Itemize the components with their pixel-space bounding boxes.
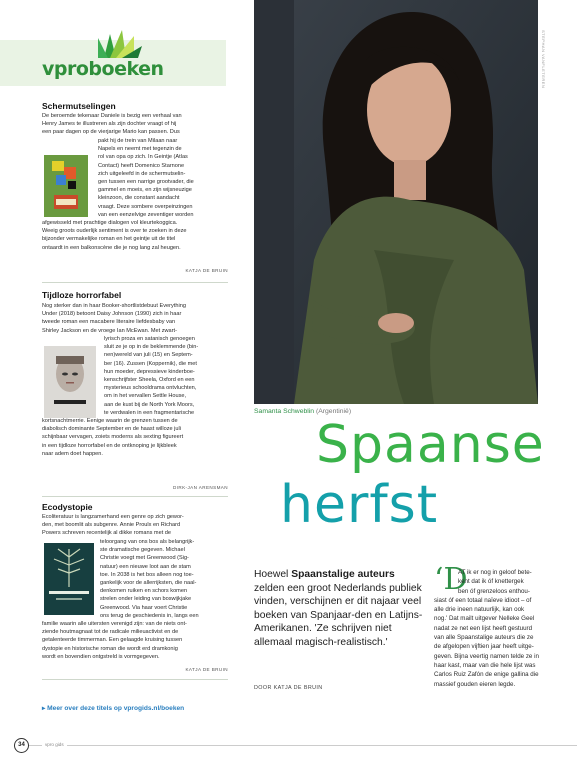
section-3-credit: KATJA DE BRUIN <box>185 667 228 672</box>
article-body: AT ik er nog in geloof bete- kent dat ik óf knettergek ben óf grenzeloos enthou- siast óf een totaal naïeve idioot – of alle drie ineen natuurlijk, kan ook nog.' Dat mailt uitgever Nelleke Geel nadat ze net een lijst heeft gestuurd van alle Spaanstalige auteurs die ze de afgelopen vijftien jaar heeft uitge- geven. Bijna veertig namen telde ze in haar kast, maar van die hele lijst was Carlos Ruiz Zafón de enige gallina die massief gouden eieren legde. <box>434 569 539 688</box>
more-titles-link[interactable]: ▸ Meer over deze titels op vprogids.nl/boeken <box>42 705 185 712</box>
book-cover-zussen <box>44 346 96 418</box>
section-2-intro: Nog sterker dan in haar Booker-shortlistdebuut Everything Under (2018) betoont Daisy Johnson (1990) zich in haar tweede roman een macabere literaire liefdesbaby van Shirley Jackson en de vroege Ian McEwan. Met zwart- <box>42 303 186 334</box>
section-3-intro: Ecoliteratuur is langzamerhand een genre op zich gewor- den, met boomlit als subgenre. Annie Proulx en Richard Powers schreven recentelijk al dikke romans met de <box>42 514 184 537</box>
headline-line-1: Spaanse <box>316 415 545 475</box>
article-intro: Hoewel Spaanstalige auteurs zelden een groot Nederlands publiek vinden, verschijnen er dit najaar veel boeken van Spanjaar-den en Latijns-Amerikanen. 'Ze schrijven niet allemaal magisch-realistisch.' <box>254 569 423 648</box>
photo-caption: Samanta Schweblin (Argentinië) <box>254 408 352 415</box>
section-1-end: afgewisseld met prachtige dialogen vol kleurtekoggica. Weeig groots ouderlijk sentiment is over te zoeken in deze bijzonder vermakelijke roman en het geintje uit de titel ontaardt in een balkonscène die je nog lang zal heugen. <box>42 220 187 251</box>
section-title-3: Ecodystopie <box>42 502 93 512</box>
book-cover-greenwood <box>44 543 94 615</box>
section-3-end: familie waarin alle uitersten verenigd zijn: van de niets ont- ziende houtmagnaat tot de radicale milieuactivist en de getalenteerde timmerman. Een gelaagde kruising tussen dystopie en historische roman die wordt erd dramkonig wordt en bovendien ontgstreld is vormgegeven. <box>42 621 187 660</box>
section-title-2: Tijdloze horrorfabel <box>42 290 122 300</box>
section-2-wrap: lyrisch proza en satanisch genoegen sluit ze je op in de beklemmende (bin- nen)wereld van juli (15) en Septem- ber (16). Zussen (Koppernik), die met hun moeder, depressieve kinderboe- kenschrijfster Sheela, Oxford en een mysterieus schooldrama ontvluchten, om in het vervallen Settle House, aan de kust bij de North York Moors, te verdwalen in een fragmentarische <box>104 336 199 416</box>
section-2-credit: DIRK-JAN ARENSMAN <box>172 485 228 490</box>
section-3-wrap: teloorgang van ons bos als belangrijk- ste dramatische gegeven. Michael Christie voegt met Greenwood (Sig- natuur) een nieuwe loot aan de stam toe. In 2038 is het bos alleen nog toe- gankelijk voor de allerrijksten, die naal- denkomen ruiken en schors komen strelen onder leiding van boswijkjake Greenwood. Via haar voert Christie ons terug de geschiedenis in, langs een <box>100 539 199 619</box>
divider <box>42 496 228 497</box>
logo-wordmark: vproboeken <box>42 58 164 80</box>
divider <box>42 679 228 680</box>
byline: DOOR KATJA DE BRUIN <box>254 685 323 691</box>
page-number: 34 <box>14 738 29 753</box>
photo-credit: STEPHAN VANFLETEREN <box>541 30 546 89</box>
author-photo <box>254 0 538 404</box>
footer-rule <box>29 745 577 746</box>
section-1-credit: KATJA DE BRUIN <box>185 268 228 273</box>
arrow-right-icon: ▸ <box>42 705 48 712</box>
section-1-wrap: pakt hij de trein van Milaan naar Napels en neemt met tegenzin de rol van opa op zich. In Geintje (Atlas Contact) heeft Domenico Starnone zich uitgeleefd in de schermutselin- gen tussen een narrige grootvader, die gammel en moeis, en zijn wijsneuzige kleinzoon, die constant aandacht vraagt. Deze sombere overpeinzingen van een eenzelvige zeventiger worden <box>98 138 194 218</box>
vpro-boeken-logo <box>42 28 192 86</box>
headline-line-2: herfst <box>280 475 439 535</box>
section-title-1: Schermutselingen <box>42 101 116 111</box>
magazine-name: vpro gids <box>42 742 67 747</box>
section-1-intro: De beroemde tekenaar Daniele is bezig een verhaal van Henry James te illustreren als zijn dochter vraagt of hij een paar dagen op de vierjarige Mario kan passen. Dus <box>42 113 182 136</box>
book-cover-geintje <box>44 155 88 217</box>
drop-cap: ‘D <box>434 562 468 597</box>
section-2-end: kortsnachtmerrie. Eenige waarin de grenzen tussen de diabolisch dominante September en de haast willoze juli schijnbaar vervagen, zoiets moderns als sexting figureert in een tijdloze horrorfabel en de ontknoping je lijkbleek naar adem doet happen. <box>42 418 184 457</box>
divider <box>42 282 228 283</box>
